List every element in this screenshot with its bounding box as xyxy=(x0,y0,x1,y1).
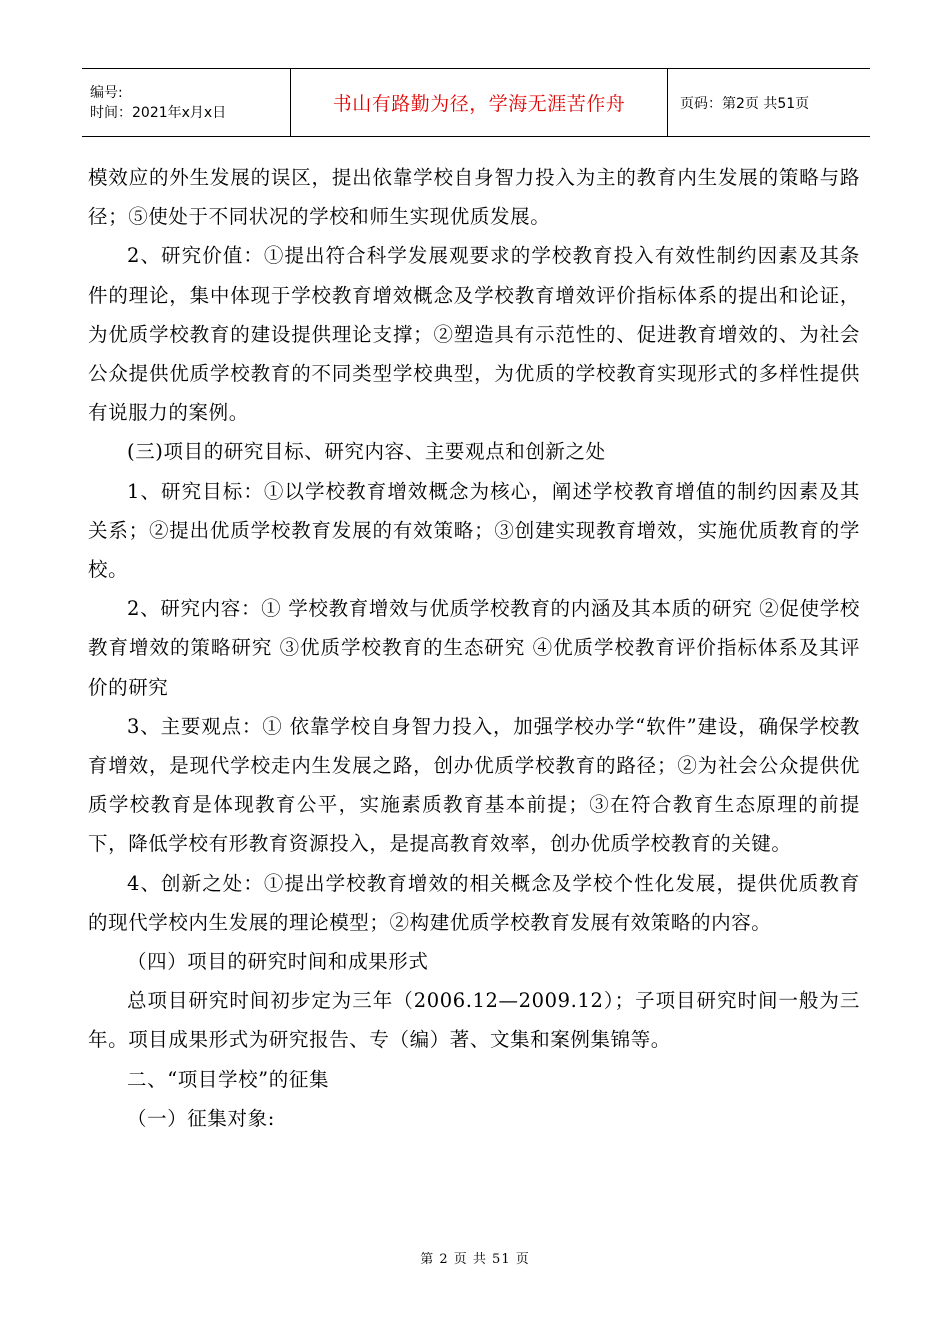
document-date: 时间：2021年x月x日 xyxy=(90,104,227,121)
document-body xyxy=(88,158,860,1138)
body-paragraph: 模效应的外生发展的误区，提出依靠学校自身智力投入为主的教育内生发展的策略与路径；⑤使处于不同状况的学校和师生实现优质发展。 xyxy=(88,166,860,229)
body-paragraph: 总项目研究时间初步定为三年（2006.12—2009.12）；子项目研究时间一般为三年。项目成果形式为研究报告、专（编）著、文集和案例集锦等。 xyxy=(88,989,860,1052)
section-heading: （四）项目的研究时间和成果形式 xyxy=(127,950,429,974)
header-meta-cell xyxy=(82,69,291,136)
section-heading: (三)项目的研究目标、研究内容、主要观点和创新之处 xyxy=(127,440,606,464)
page-footer: 第 2 页 共 51 页 xyxy=(420,1252,530,1267)
subsection-heading: （一）征集对象: xyxy=(127,1106,275,1130)
header-motto-cell xyxy=(291,69,668,136)
document-number-label: 编号: xyxy=(90,84,123,101)
body-paragraph: 2、研究内容：① 学校教育增效与优质学校教育的内涵及其本质的研究 ②促使学校教育增效的策略研究 ③优质学校教育的生态研究 ④优质学校教育评价指标体系及其评价的研究 xyxy=(88,597,860,699)
page-header xyxy=(82,68,870,137)
body-paragraph: 4、创新之处：①提出学校教育增效的相关概念及学校个性化发展，提供优质教育的现代学校内生发展的理论模型；②构建优质学校教育发展有效策略的内容。 xyxy=(88,871,860,934)
body-paragraph: 1、研究目标：①以学校教育增效概念为核心，阐述学校教育增值的制约因素及其关系；②提出优质学校教育发展的有效策略；③创建实现教育增效，实施优质教育的学校。 xyxy=(88,479,860,582)
header-motto: 书山有路勤为径，学海无涯苦作舟 xyxy=(332,93,626,115)
body-paragraph: 2、研究价值：①提出符合科学发展观要求的学校教育投入有效性制约因素及其条件的理论，集中体现于学校教育增效概念及学校教育增效评价指标体系的提出和论证，为优质学校教育的建设提供理论支撑；②塑造具有示范性的、促进教育增效的、为社会公众提供优质学校教育的不同类型学校典型，为优质的学校教育实现形式的多样性提供有说服力的案例。 xyxy=(88,244,860,425)
header-page-info: 页码：第2页 共51页 xyxy=(680,95,810,112)
section-heading: 二、“项目学校”的征集 xyxy=(127,1067,330,1091)
header-page-cell xyxy=(668,69,870,136)
body-paragraph: 3、主要观点：① 依靠学校自身智力投入，加强学校办学“软件”建设，确保学校教育增效，是现代学校走内生发展之路，创办优质学校教育的路径；②为社会公众提供优质学校教育是体现教育公平，实施素质教育基本前提；③在符合教育生态原理的前提下，降低学校有形教育资源投入，是提高教育效率，创办优质学校教育的关键。 xyxy=(88,714,860,856)
